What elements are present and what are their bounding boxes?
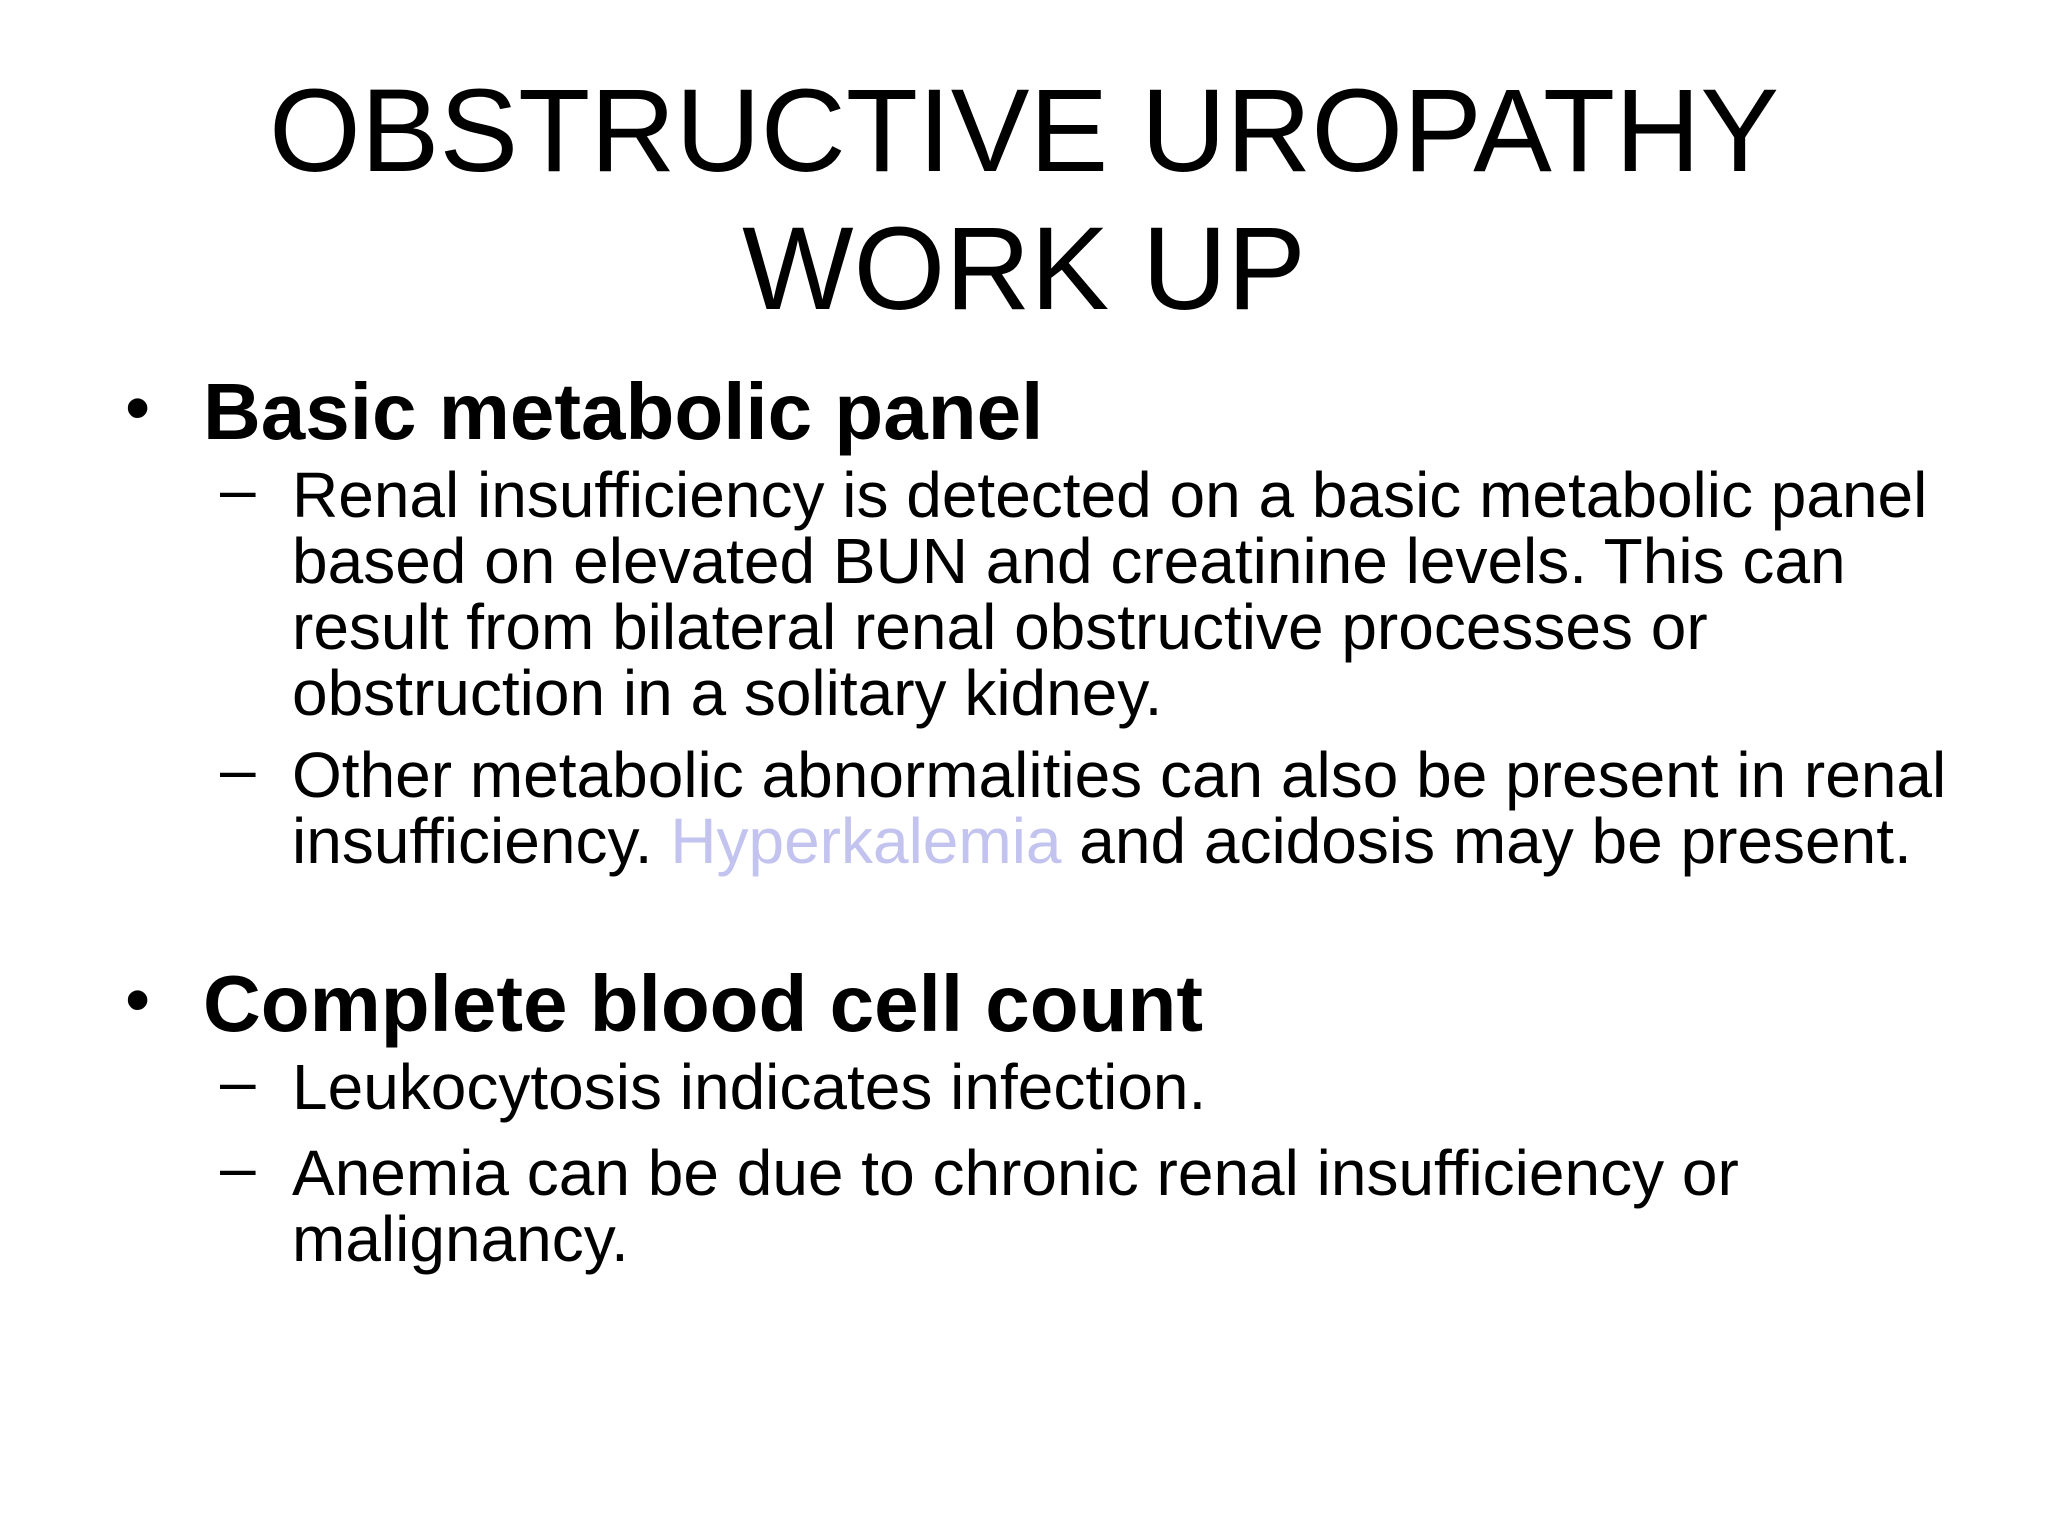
hyperkalemia-link[interactable]: Hyperkalemia: [670, 805, 1062, 877]
bullet-dot-icon: •: [125, 368, 151, 448]
dash-icon: –: [220, 733, 256, 805]
sub-item-text-before: Other metabolic abnormalities can also be present in renal insufficiency.: [292, 739, 1947, 877]
sub-item-text: [292, 739, 1952, 877]
sub-item-text-after: and acidosis may be present.: [1061, 805, 1912, 877]
sub-item-text: Anemia can be due to chronic renal insufficiency or malignancy.: [292, 1137, 1739, 1275]
title-line-2: WORK UP: [742, 203, 1306, 335]
dash-icon: –: [220, 453, 256, 525]
dash-icon: –: [220, 1131, 256, 1203]
dash-icon: –: [220, 1045, 256, 1117]
title-line-1: OBSTRUCTIVE UROPATHY: [268, 65, 1780, 197]
bullet-dot-icon: •: [125, 960, 151, 1040]
slide-title: [0, 62, 2048, 338]
bullet-heading: Basic metabolic panel: [203, 367, 1044, 456]
bullet-heading: Complete blood cell count: [203, 959, 1204, 1048]
sub-item-text: Renal insufficiency is detected on a basic metabolic panel based on elevated BUN and creatinine levels. This can result from bilateral renal obstructive processes or obstruction in a solitary kidney.: [292, 459, 1928, 729]
sub-item-text: Leukocytosis indicates infection.: [292, 1051, 1207, 1123]
